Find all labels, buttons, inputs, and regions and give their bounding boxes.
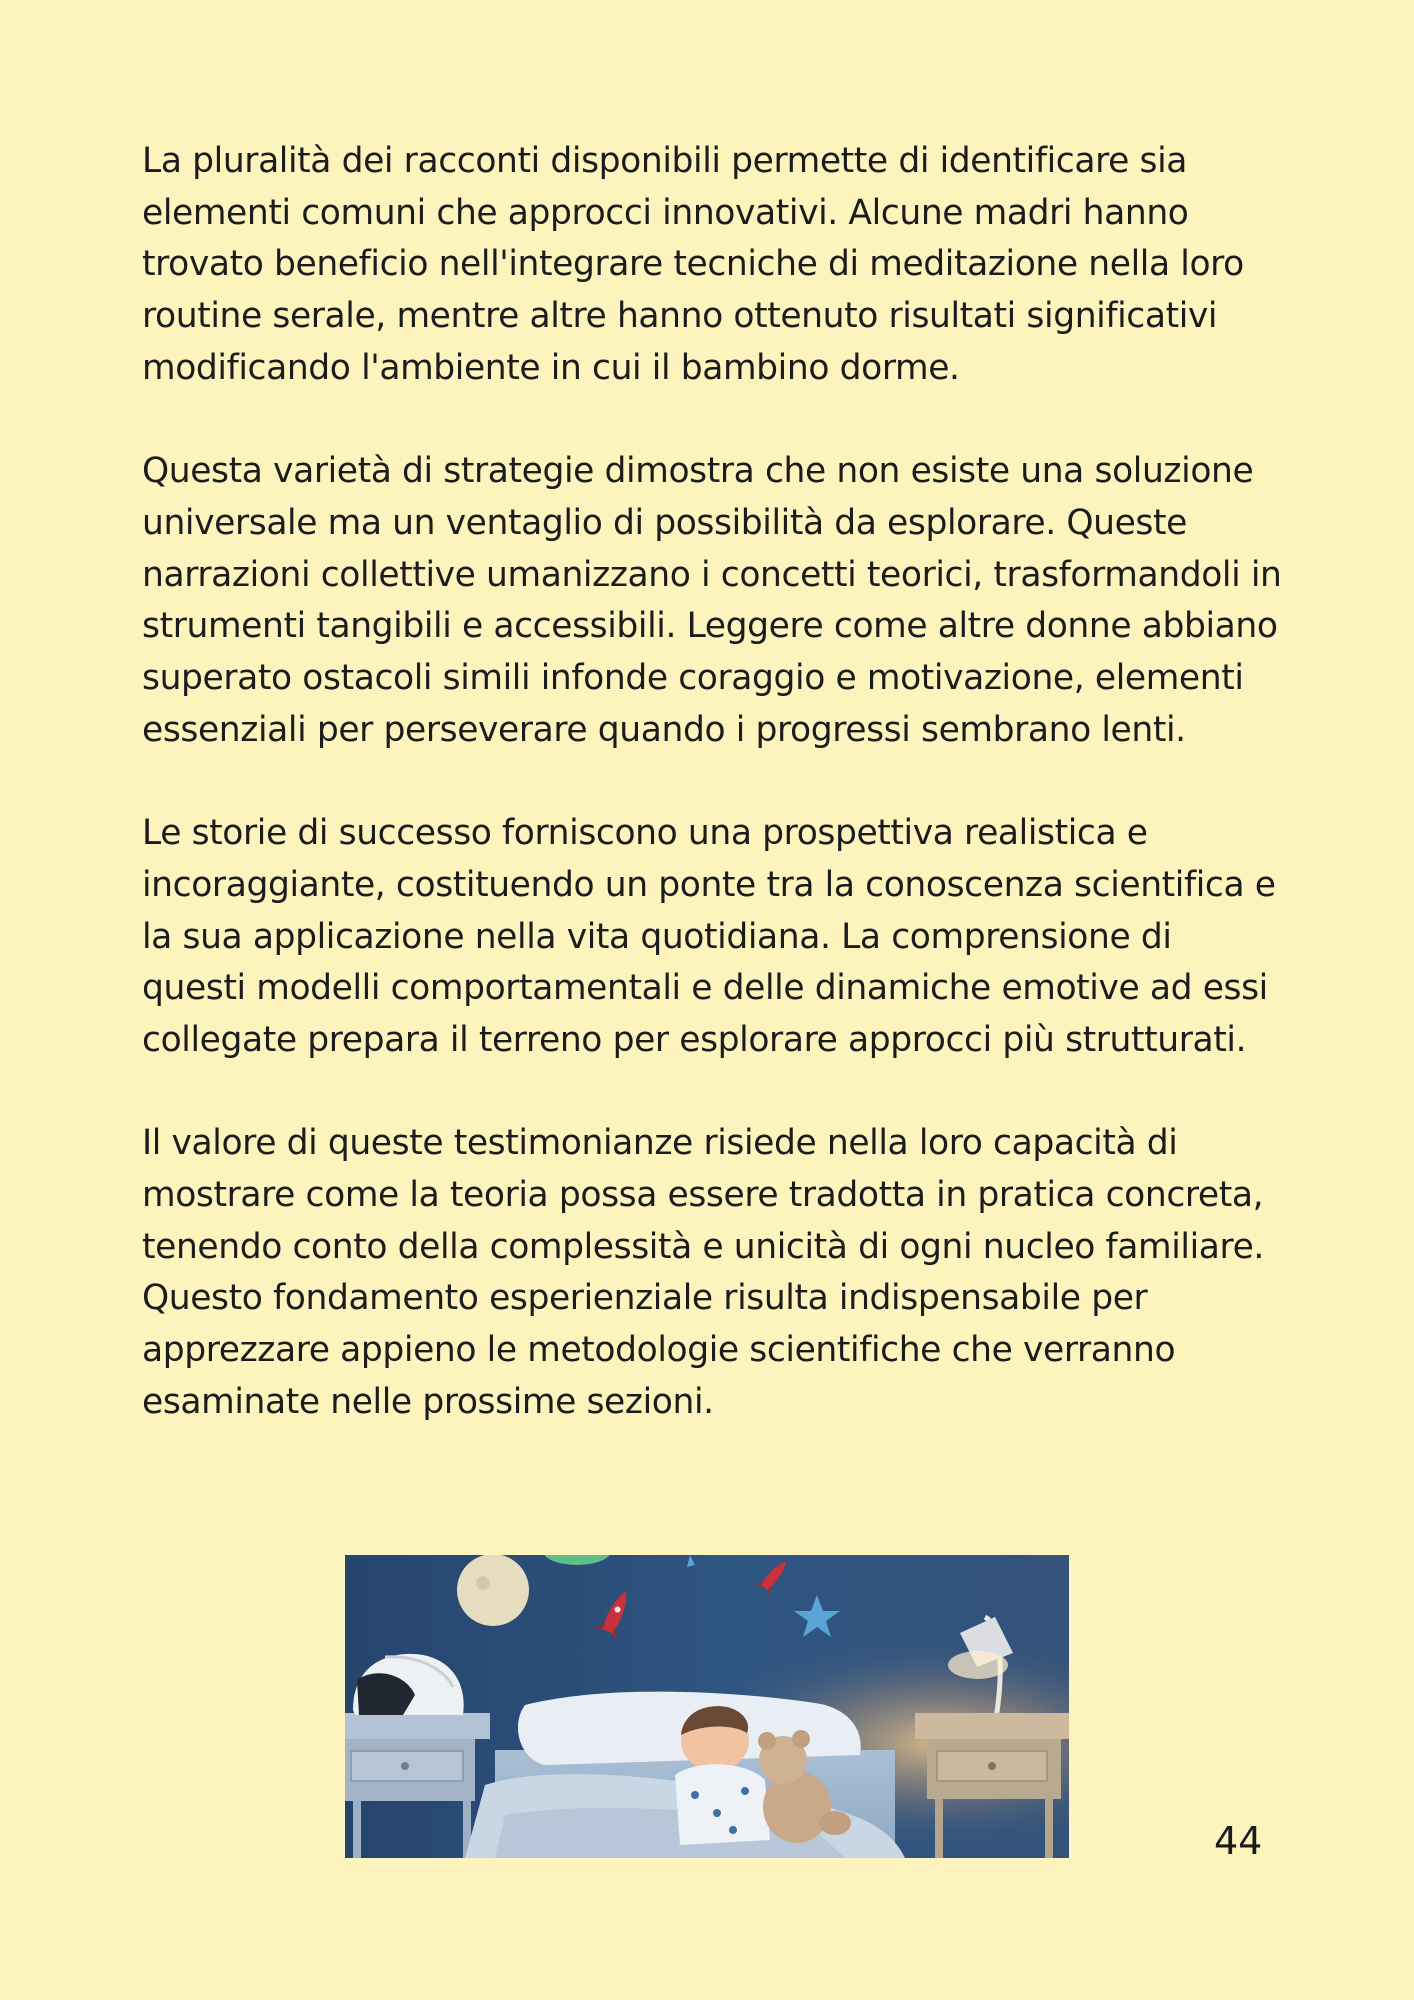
paragraph-2: Questa varietà di strategie dimostra che non esiste una soluzione universale ma un ventaglio di possibilità da esplorare. Queste narrazioni collettive umanizzano i concetti teorici, trasformandoli in strumenti tangibili e accessibili. Leggere come altre donne abbiano superato ostacoli simili infonde coraggio e motivazione, elementi essenziali per perseverare quando i progressi sembrano lenti.	[142, 451, 1282, 750]
paragraph-4: Il valore di queste testimonianze risiede nella loro capacità di mostrare come la teoria possa essere tradotta in pratica concreta, tenendo conto della complessità e unicità di ogni nucleo familiare. Questo fondamento esperienziale risulta indispensabile per apprezzare appieno le metodologie scientifiche che verranno esaminate nelle prossime sezioni.	[142, 1123, 1264, 1422]
bedroom-illustration	[345, 1555, 1069, 1858]
paragraph-1: La pluralità dei racconti disponibili permette di identificare sia elementi comuni che approcci innovativi. Alcune madri hanno trovato beneficio nell'integrare tecniche di meditazione nella loro routine serale, mentre altre hanno ottenuto risultati significativi modificando l'ambiente in cui il bambino dorme.	[142, 141, 1244, 388]
page-body	[142, 136, 1282, 1429]
paragraph-3: Le storie di successo forniscono una prospettiva realistica e incoraggiante, costituendo un ponte tra la conoscenza scientifica e la sua applicazione nella vita quotidiana. La comprensione di questi modelli comportamentali e delle dinamiche emotive ad essi collegate prepara il terreno per esplorare approcci più strutturati.	[142, 813, 1276, 1060]
page-number: 44	[1214, 1819, 1263, 1863]
sleeping-child-photo	[345, 1555, 1069, 1858]
planet-decoration	[457, 1555, 529, 1626]
